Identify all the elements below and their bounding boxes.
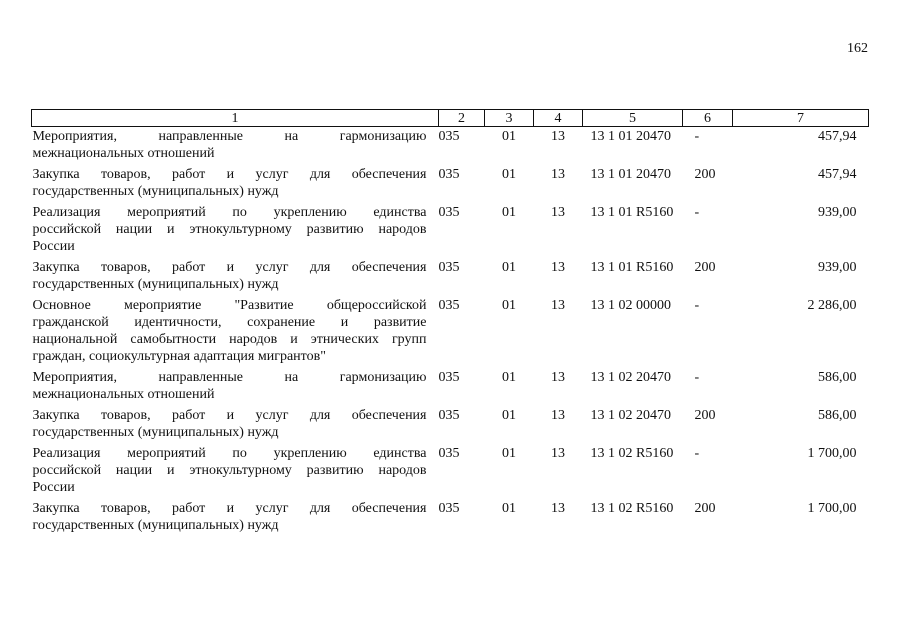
expense-name-line: государственных (муниципальных) нужд [32,277,279,292]
table-row [32,406,869,444]
expense-name-cell [32,499,439,537]
ministry-code-cell: 035 [438,408,460,423]
column-header: 2 [439,110,485,127]
expense-name-line: государственных (муниципальных) нужд [32,425,279,440]
ministry-code-cell: 035 [438,260,460,275]
target-article-cell: 13 1 02 R5160 [590,446,674,461]
ministry-code-cell: 035 [438,370,460,385]
expense-name-cell [32,368,439,406]
column-header: 1 [32,110,439,127]
expense-type-cell: 200 [694,408,716,423]
expense-name-line: Мероприятия, направленные на гармонизацию [32,129,427,144]
expense-name-line: России [32,480,75,495]
table-row [32,127,869,166]
expense-name-cell [32,406,439,444]
subsection-code-cell: 13 [551,260,565,275]
table-header-row [32,110,869,127]
expense-name-line: Закупка товаров, работ и услуг для обеспечения [32,501,427,516]
column-header: 6 [683,110,733,127]
amount-cell: 1 700,00 [807,501,857,516]
expense-type-cell: 200 [694,260,716,275]
table-row [32,368,869,406]
section-code-cell: 01 [502,129,516,144]
column-header: 7 [733,110,869,127]
subsection-code-cell: 13 [551,446,565,461]
section-code-cell: 01 [502,408,516,423]
subsection-code-cell: 13 [551,129,565,144]
target-article-cell: 13 1 01 20470 [590,129,671,144]
amount-cell: 457,94 [818,167,857,182]
section-code-cell: 01 [502,370,516,385]
target-article-cell: 13 1 02 R5160 [590,501,674,516]
expense-name-line: государственных (муниципальных) нужд [32,184,279,199]
amount-cell: 586,00 [818,370,857,385]
ministry-code-cell: 035 [438,298,460,313]
section-code-cell: 01 [502,205,516,220]
section-code-cell: 01 [502,167,516,182]
ministry-code-cell: 035 [438,167,460,182]
amount-cell: 2 286,00 [807,298,857,313]
target-article-cell: 13 1 02 20470 [590,370,671,385]
subsection-code-cell: 13 [551,205,565,220]
amount-cell: 586,00 [818,408,857,423]
table-row [32,296,869,368]
subsection-code-cell: 13 [551,167,565,182]
expense-name-line: России [32,239,75,254]
amount-cell: 1 700,00 [807,446,857,461]
expense-type-cell: - [694,446,700,461]
amount-cell: 457,94 [818,129,857,144]
expense-type-cell: 200 [694,167,716,182]
expense-name-line: национальной самобытности народов и этнических групп [32,332,427,347]
expense-type-cell: 200 [694,501,716,516]
expense-name-line: российской нации и этнокультурному развитию народов [32,463,427,478]
table-body [32,127,869,538]
table-row [32,499,869,537]
table-row [32,258,869,296]
expense-name-line: Реализация мероприятий по укреплению единства [32,205,427,220]
expense-name-cell [32,444,439,499]
section-code-cell: 01 [502,260,516,275]
expense-name-line: российской нации и этнокультурному развитию народов [32,222,427,237]
expense-name-line: гражданской идентичности, сохранение и развитие [32,315,427,330]
expense-name-line: Мероприятия, направленные на гармонизацию [32,370,427,385]
expense-name-line: Закупка товаров, работ и услуг для обеспечения [32,408,427,423]
ministry-code-cell: 035 [438,501,460,516]
column-header: 3 [485,110,534,127]
subsection-code-cell: 13 [551,298,565,313]
expense-name-line: граждан, социокультурная адаптация мигрантов" [32,349,326,364]
expense-name-line: межнациональных отношений [32,387,215,402]
ministry-code-cell: 035 [438,129,460,144]
table-row [32,165,869,203]
amount-cell: 939,00 [818,205,857,220]
expense-type-cell: - [694,129,700,144]
ministry-code-cell: 035 [438,446,460,461]
expense-type-cell: - [694,205,700,220]
target-article-cell: 13 1 02 20470 [590,408,671,423]
page-number: 162 [847,41,868,56]
amount-cell: 939,00 [818,260,857,275]
ministry-code-cell: 035 [438,205,460,220]
expense-name-line: Реализация мероприятий по укреплению единства [32,446,427,461]
section-code-cell: 01 [502,446,516,461]
table-row [32,203,869,258]
subsection-code-cell: 13 [551,408,565,423]
subsection-code-cell: 13 [551,370,565,385]
expense-name-line: межнациональных отношений [32,146,215,161]
target-article-cell: 13 1 01 R5160 [590,260,674,275]
expense-name-cell [32,203,439,258]
expense-name-cell [32,258,439,296]
section-code-cell: 01 [502,298,516,313]
target-article-cell: 13 1 01 20470 [590,167,671,182]
expense-name-line: Основное мероприятие "Развитие общероссийской [32,298,427,313]
expense-name-line: Закупка товаров, работ и услуг для обеспечения [32,260,427,275]
section-code-cell: 01 [502,501,516,516]
column-header: 4 [534,110,583,127]
subsection-code-cell: 13 [551,501,565,516]
target-article-cell: 13 1 01 R5160 [590,205,674,220]
budget-table [31,109,869,537]
expense-name-cell [32,165,439,203]
column-header: 5 [583,110,683,127]
target-article-cell: 13 1 02 00000 [590,298,671,313]
expense-type-cell: - [694,370,700,385]
table-row [32,444,869,499]
expense-name-line: государственных (муниципальных) нужд [32,518,279,533]
expense-name-line: Закупка товаров, работ и услуг для обеспечения [32,167,427,182]
expense-name-cell [32,296,439,368]
expense-name-cell [32,127,439,166]
expense-type-cell: - [694,298,700,313]
